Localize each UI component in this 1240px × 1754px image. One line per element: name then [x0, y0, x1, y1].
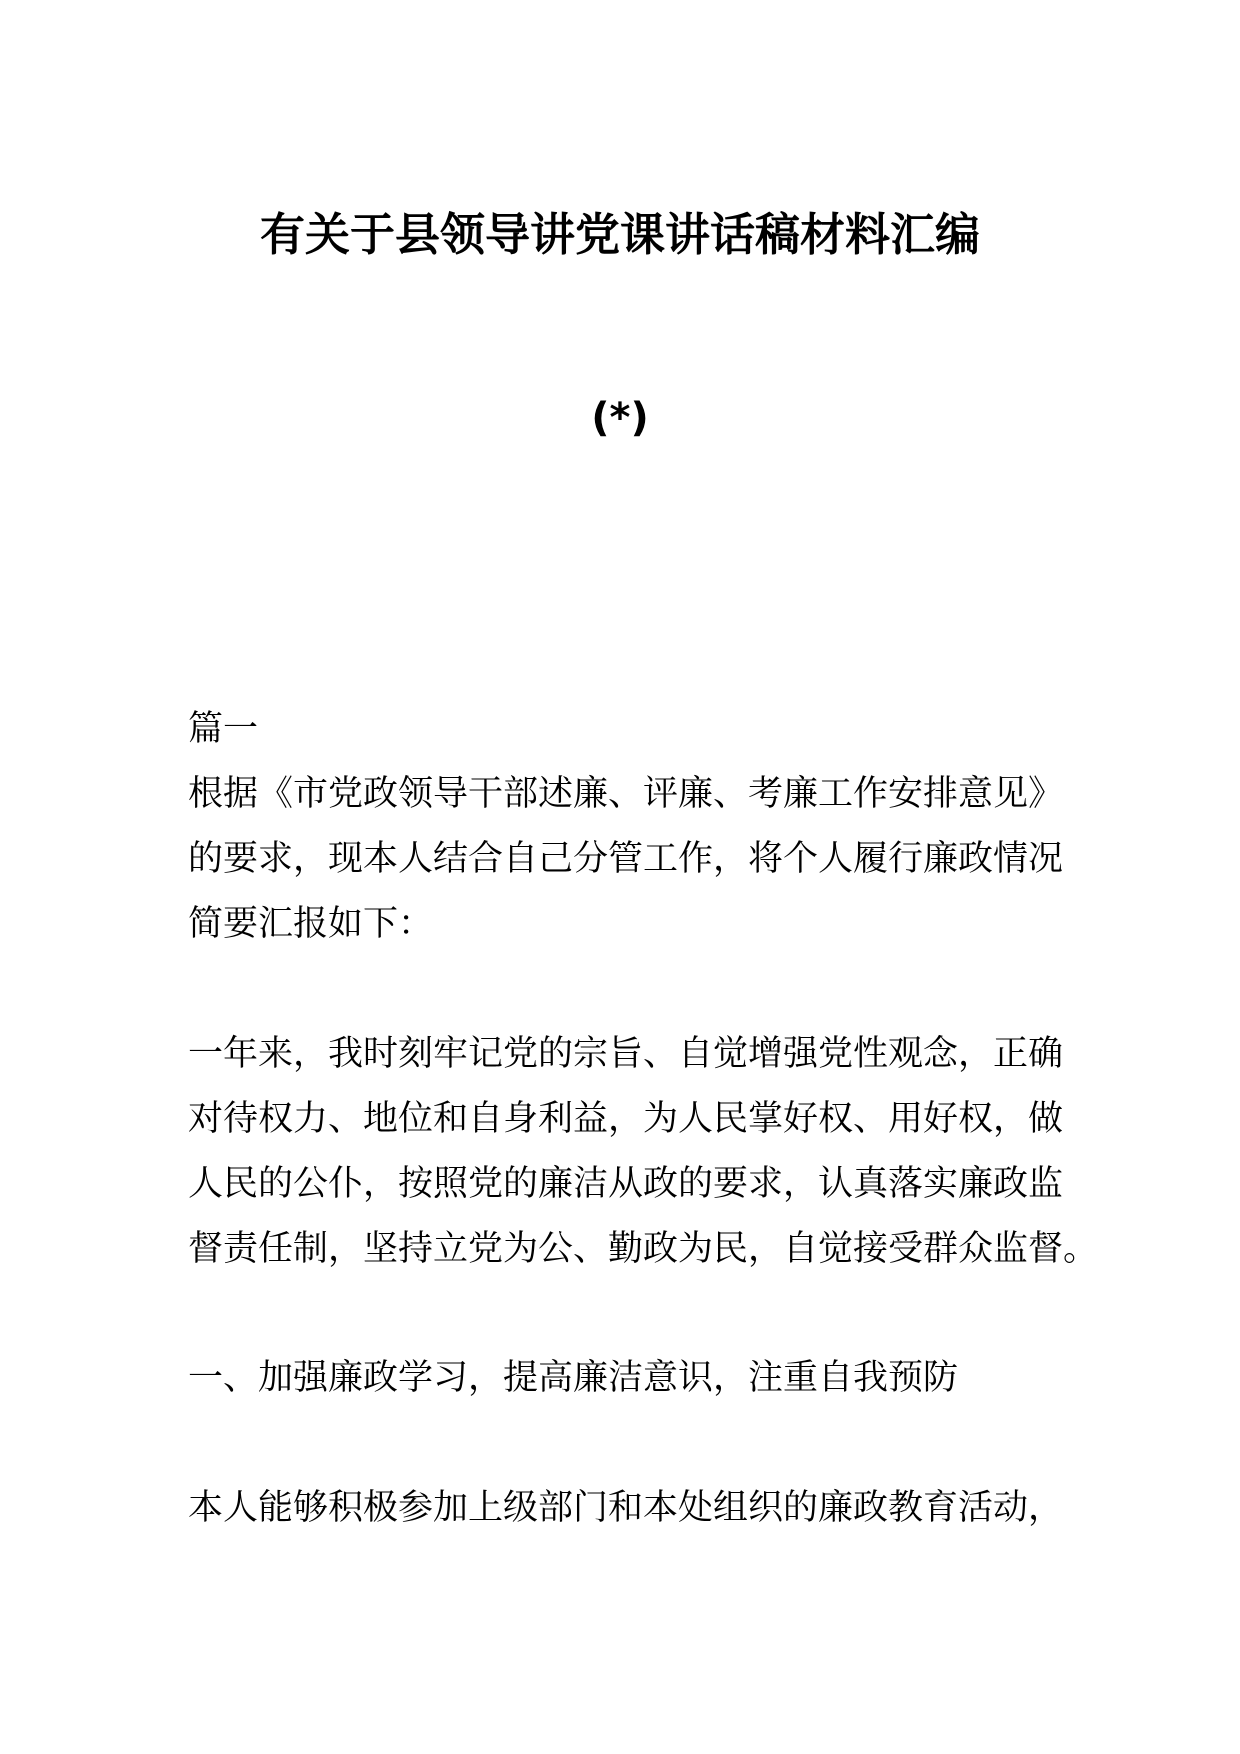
- section-heading: 一、加强廉政学习，提高廉洁意识，注重自我预防: [188, 1358, 959, 1398]
- paragraph-line: 督责任制，坚持立党为公、勤政为民，自觉接受群众监督。: [188, 1229, 1099, 1269]
- paragraph-line: 简要汇报如下：: [188, 904, 434, 944]
- document-title: 有关于县领导讲党课讲话稿材料汇编: [259, 208, 980, 261]
- paragraph-line: 对待权力、地位和自身利益，为人民掌好权、用好权，做: [188, 1099, 1064, 1139]
- paragraph-3: [188, 1476, 1068, 1541]
- document-subtitle: (*): [591, 395, 649, 441]
- paragraph-line: 一年来，我时刻牢记党的宗旨、自觉增强党性观念，正确: [188, 1034, 1064, 1074]
- section-label: 篇一: [188, 709, 259, 749]
- paragraph-1: [188, 762, 1068, 957]
- paragraph-line: 根据《市党政领导干部述廉、评廉、考廉工作安排意见》: [188, 774, 1064, 814]
- paragraph-line: 本人能够积极参加上级部门和本处组织的廉政教育活动，: [188, 1488, 1064, 1528]
- paragraph-line: 人民的公仆，按照党的廉洁从政的要求，认真落实廉政监: [188, 1164, 1064, 1204]
- paragraph-line: 的要求，现本人结合自己分管工作，将个人履行廉政情况: [188, 839, 1064, 879]
- paragraph-2: [188, 1022, 1099, 1282]
